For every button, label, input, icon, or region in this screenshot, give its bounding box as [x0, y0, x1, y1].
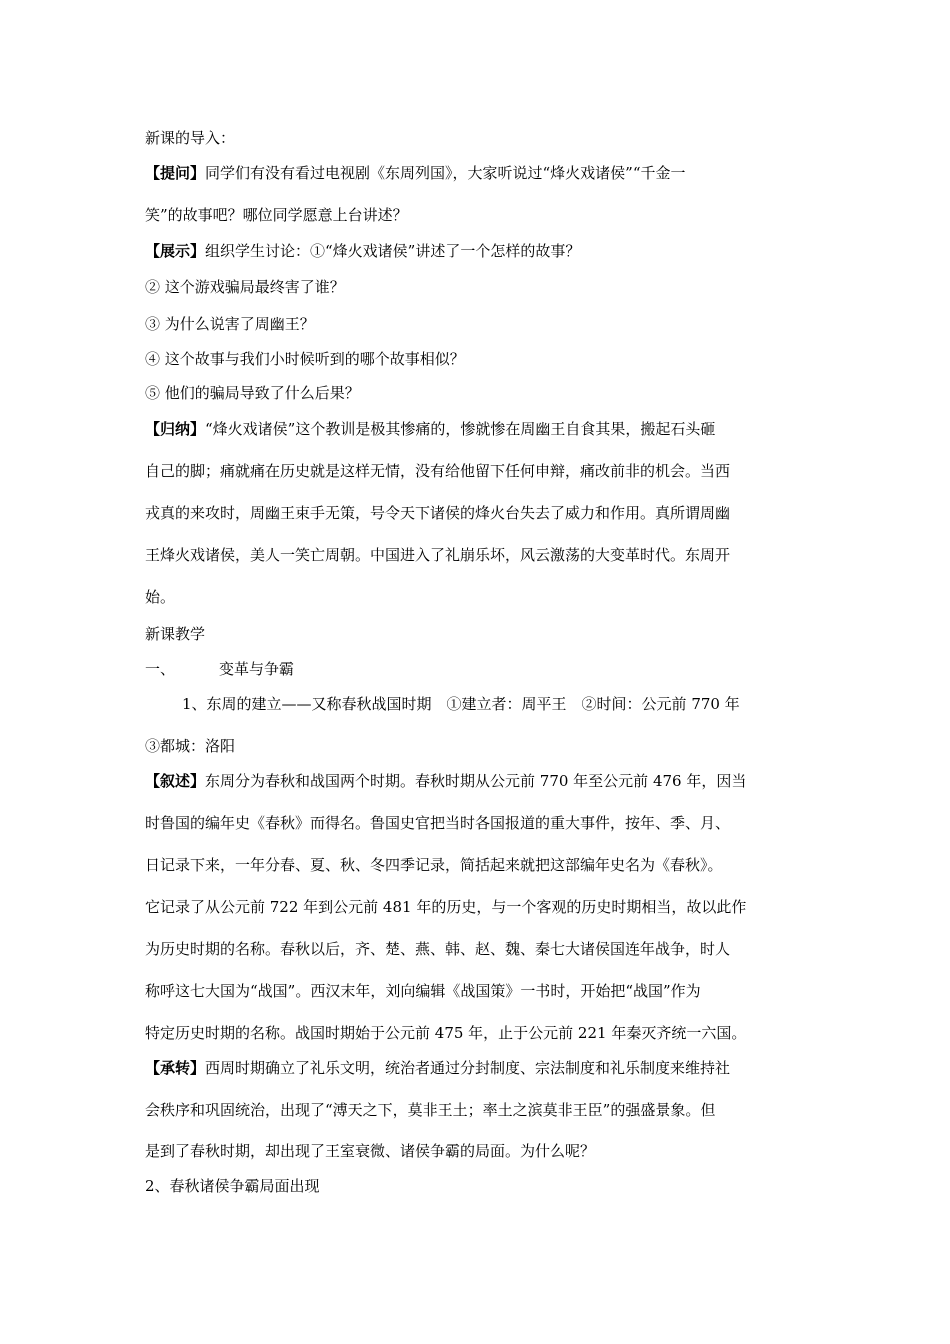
summary-text-2: 自己的脚；痛就痛在历史就是这样无情，没有给他留下任何申辩，痛改前非的机会。当西	[145, 462, 731, 480]
question-tag: 【提问】	[145, 164, 206, 182]
summary-text-4: 王烽火戏诸侯，美人一笑亡周朝。中国进入了礼崩乐坏，风云激荡的大变革时代。东周开	[145, 546, 731, 564]
point-1-text-2: ③都城：洛阳	[145, 737, 236, 755]
transition-paragraph-line-1	[145, 1058, 730, 1078]
transition-text-2: 会秩序和巩固统治，出现了“溥天之下，莫非王土；率土之滨莫非王臣”的强盛景象。但	[145, 1101, 716, 1119]
narrate-text-1: 东周分为春秋和战国两个时期。春秋时期从公元前 770 年至公元前 476 年，因当	[205, 772, 747, 790]
narrate-tag: 【叙述】	[145, 772, 206, 790]
section-1-title: 变革与争霸	[219, 660, 295, 678]
display-item-3: ③ 为什么说害了周幽王？	[145, 315, 315, 333]
intro-heading: 新课的导入：	[145, 129, 236, 147]
transition-tag: 【承转】	[145, 1059, 206, 1077]
narrate-text-7: 特定历史时期的名称。战国时期始于公元前 475 年，止于公元前 221 年秦灭齐统一六国。	[145, 1024, 747, 1042]
summary-text-3: 戎真的来攻时，周幽王束手无策，号令天下诸侯的烽火台失去了威力和作用。真所谓周幽	[145, 504, 731, 522]
question-text-1: 同学们有没有看过电视剧《东周列国》，大家听说过“烽火戏诸侯”“千金一	[205, 164, 686, 182]
transition-text-3: 是到了春秋时期，却出现了王室衰微、诸侯争霸的局面。为什么呢？	[145, 1142, 596, 1160]
display-text-1: 组织学生讨论：①“烽火戏诸侯”讲述了一个怎样的故事？	[205, 242, 581, 260]
point-2-heading: 2、春秋诸侯争霸局面出现	[145, 1177, 320, 1195]
narrate-text-3: 日记录下来，一年分春、夏、秋、冬四季记录，简括起来就把这部编年史名为《春秋》。	[145, 856, 723, 874]
point-1-text-1: 1、东周的建立——又称春秋战国时期 ①建立者：周平王 ②时间：公元前 770 年	[182, 695, 740, 713]
narrate-text-4: 它记录了从公元前 722 年到公元前 481 年的历史，与一个客观的历史时期相当，故以此作	[145, 898, 747, 916]
narrate-text-2: 时鲁国的编年史《春秋》而得名。鲁国史官把当时各国报道的重大事件，按年、季、月、	[145, 814, 731, 832]
transition-text-1: 西周时期确立了礼乐文明，统治者通过分封制度、宗法制度和礼乐制度来维持社	[205, 1059, 731, 1077]
new-lesson-heading: 新课教学	[145, 625, 206, 643]
summary-tag: 【归纳】	[145, 420, 206, 438]
narrate-paragraph-line-1	[145, 771, 746, 791]
narrate-text-6: 称呼这七大国为“战国”。西汉末年，刘向编辑《战国策》一书时，开始把“战国”作为	[145, 982, 701, 1000]
question-paragraph-line-1	[145, 163, 686, 183]
display-paragraph-line-1	[145, 241, 580, 261]
narrate-text-5: 为历史时期的名称。春秋以后，齐、楚、燕、韩、赵、魏、秦七大诸侯国连年战争，时人	[145, 940, 731, 958]
display-item-5: ⑤ 他们的骗局导致了什么后果？	[145, 384, 360, 402]
display-tag: 【展示】	[145, 242, 206, 260]
display-item-2: ② 这个游戏骗局最终害了谁？	[145, 278, 345, 296]
section-1-heading	[145, 659, 294, 679]
summary-text-1: “烽火戏诸侯”这个教训是极其惨痛的，惨就惨在周幽王自食其果，搬起石头砸	[205, 420, 716, 438]
display-item-4: ④ 这个故事与我们小时候听到的哪个故事相似？	[145, 350, 465, 368]
question-text-2: 笑”的故事吧？哪位同学愿意上台讲述？	[145, 206, 408, 224]
summary-paragraph-line-1	[145, 419, 715, 439]
section-1-number: 一、	[145, 660, 176, 678]
summary-text-5: 始。	[145, 588, 176, 606]
